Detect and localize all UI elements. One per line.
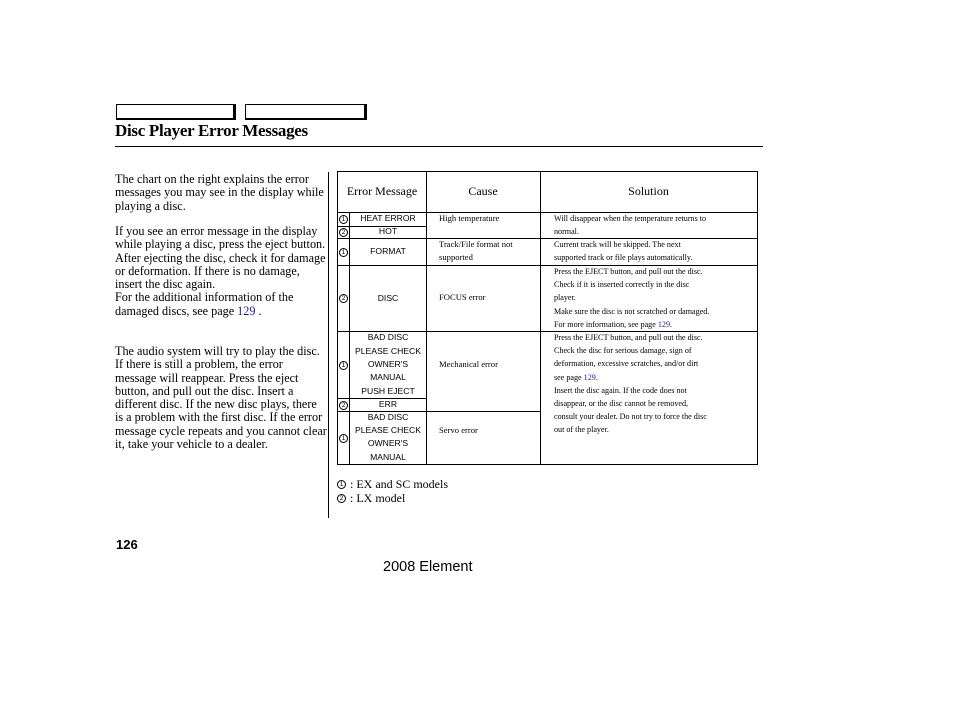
error-message-table <box>337 171 758 465</box>
msg-line: MANUAL <box>370 372 406 382</box>
header-error-message: Error Message <box>346 184 418 198</box>
page-number: 126 <box>116 537 138 552</box>
solution-line: Will disappear when the temperature returns to <box>554 214 707 223</box>
msg-hot: HOT <box>378 226 398 236</box>
solution-line: player. <box>554 293 576 303</box>
solution-line: Make sure the disc is not scratched or damaged. <box>554 306 710 316</box>
period: . <box>670 319 673 329</box>
msg-line: OWNER'S <box>367 438 409 448</box>
column-divider <box>328 172 329 518</box>
legend-row <box>337 492 448 506</box>
table-rule <box>426 172 427 464</box>
intro-paragraph-2-text: If you see an error message in the display while playing a disc, press the eject button. After ejecting the disc, check it for damage or deformation. If there is no damage, insert the disc again. <box>115 224 326 292</box>
msg-err: ERR <box>378 399 398 409</box>
msg-line: BAD DISC <box>367 332 409 342</box>
solution-line: Check if it is inserted correctly in the disc <box>554 280 690 290</box>
period: . <box>258 303 262 318</box>
model-legend <box>337 478 448 505</box>
msg-line: OWNER'S <box>367 359 409 369</box>
header-solution: Solution <box>628 184 669 198</box>
solution-heat <box>554 212 754 238</box>
damaged-discs-text: For the additional information of the damaged discs, see page <box>115 290 294 318</box>
solution-line: Press the EJECT button, and pull out the disc. <box>554 267 703 276</box>
table-rule <box>540 172 541 464</box>
solution-line: Check the disc for serious damage, sign of <box>554 346 692 356</box>
solution-line: deformation, excessive scratches, and/or dirt <box>554 359 699 369</box>
solution-line: normal. <box>554 227 579 237</box>
footer-model-name: 2008 Element <box>383 559 473 575</box>
cause-format-line1: Track/File format not <box>439 239 513 249</box>
solution-line: disappear, or the disc cannot be removed, <box>554 399 689 409</box>
model-marker-2: 2 <box>339 228 348 237</box>
msg-disc: DISC <box>377 293 399 303</box>
solution-line <box>554 318 754 331</box>
solution-text: For more information, see page <box>554 319 656 329</box>
cause-format-line2: supported <box>439 252 473 262</box>
solution-mechanical-servo <box>554 331 754 437</box>
solution-line <box>554 371 754 384</box>
solution-text: see page <box>554 372 582 382</box>
solution-line: Insert the disc again. If the code does not <box>554 385 687 395</box>
model-marker-2: 2 <box>339 401 348 410</box>
model-marker-1: 1 <box>339 434 348 443</box>
page-link-129[interactable]: 129 <box>583 372 596 382</box>
header-cause: Cause <box>468 184 498 198</box>
model-marker-1: 1 <box>339 215 348 224</box>
page-link-129[interactable]: 129 <box>237 303 256 318</box>
intro-paragraph-3: The audio system will try to play the disc. If there is still a problem, the error message will reappear. Press the eject button, and pull out the disc. Insert a different disc. If the new disc plays, there is a problem with the first disc. If the error message cycle repeats and you cannot clear it, take your vehicle to a dealer. <box>115 344 327 452</box>
solution-line: Press the EJECT button, and pull out the disc. <box>554 333 703 342</box>
page-title: Disc Player Error Messages <box>115 121 308 140</box>
cause-servo-error: Servo error <box>439 425 478 435</box>
msg-line: PLEASE CHECK <box>355 346 421 356</box>
model-marker-1: 1 <box>337 480 346 489</box>
msg-line: PLEASE CHECK <box>355 425 421 435</box>
msg-line: PUSH EJECT <box>361 386 415 396</box>
msg-line: MANUAL <box>370 452 406 462</box>
header-tab-box-right <box>245 104 367 120</box>
intro-paragraph-2 <box>115 225 327 318</box>
cause-focus-error: FOCUS error <box>439 292 486 302</box>
msg-heat-error: HEAT ERROR <box>360 213 416 223</box>
intro-paragraph-1: The chart on the right explains the error messages you may see in the display while playing a disc. <box>115 172 324 213</box>
legend-text: : EX and SC models <box>350 477 448 491</box>
cause-mechanical-error: Mechanical error <box>439 359 498 369</box>
model-marker-2: 2 <box>339 294 348 303</box>
model-marker-2: 2 <box>337 494 346 503</box>
msg-line: BAD DISC <box>367 412 409 422</box>
solution-format <box>554 238 754 264</box>
legend-row <box>337 478 448 492</box>
header-tab-box-left <box>116 104 236 120</box>
page-link-129[interactable]: 129 <box>657 319 670 329</box>
solution-line: out of the player. <box>554 425 609 435</box>
solution-line: supported track or file plays automatically. <box>554 253 693 263</box>
model-marker-1: 1 <box>339 248 348 257</box>
title-rule <box>115 146 763 147</box>
solution-line: Current track will be skipped. The next <box>554 240 681 249</box>
solution-disc <box>554 265 754 331</box>
solution-line: consult your dealer. Do not try to force the disc <box>554 412 707 422</box>
period: . <box>595 372 598 382</box>
msg-format: FORMAT <box>370 246 406 256</box>
model-marker-1: 1 <box>339 361 348 370</box>
legend-text: : LX model <box>350 490 406 505</box>
cause-high-temperature: High temperature <box>439 213 500 223</box>
